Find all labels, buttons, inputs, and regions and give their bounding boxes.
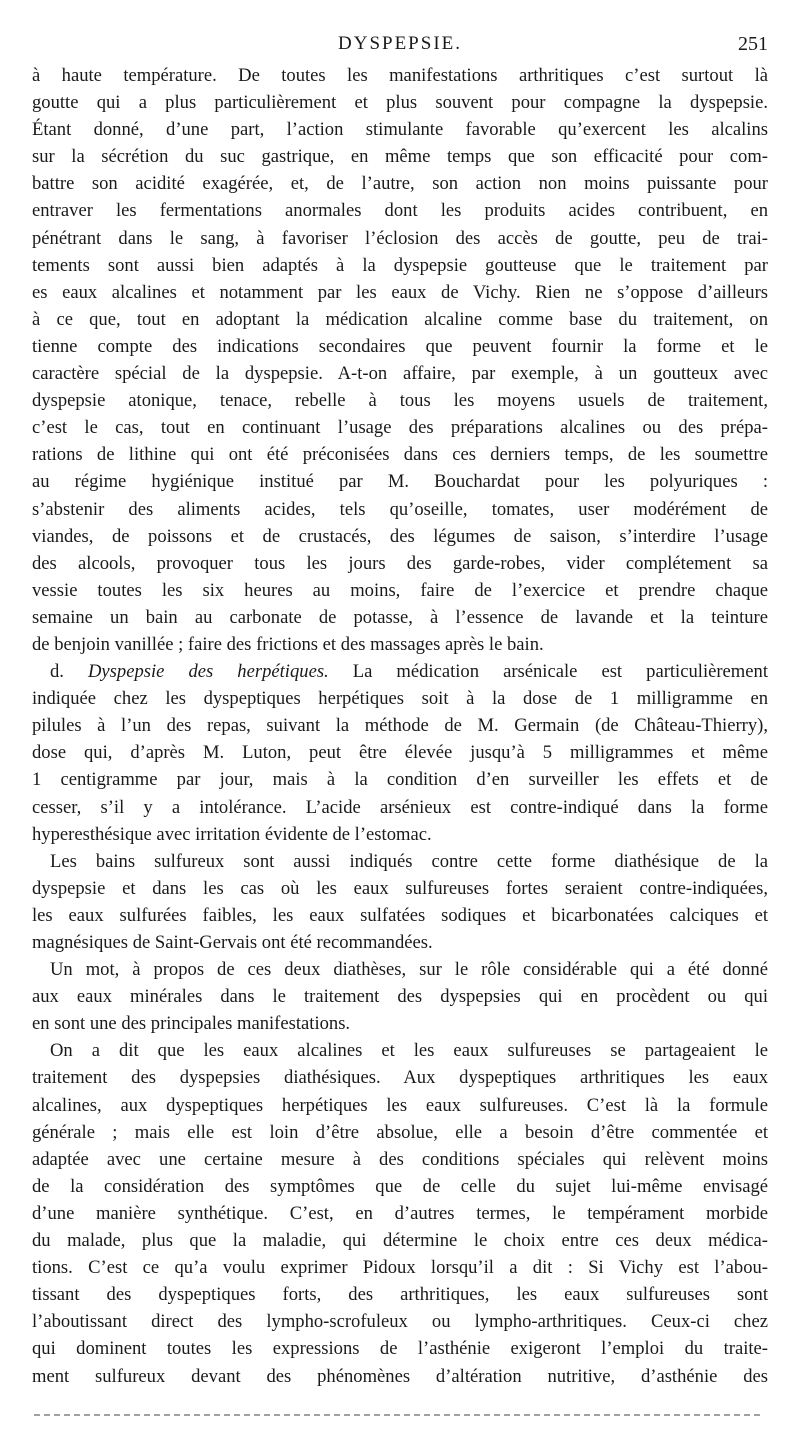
text-line [32, 631, 768, 658]
line-text: de la considération des symptômes que de celle du sujet lui-même envisagé [32, 1175, 768, 1197]
line-text: caractère spécial de la dyspepsie. A-t-on affaire, par exemple, à un goutteux avec [32, 363, 768, 385]
line-text: au régime hygiénique institué par M. Bouchardat pour les polyuriques : [32, 471, 768, 493]
text-line [32, 875, 768, 902]
line-text: pilules à l’un des repas, suivant la méthode de M. Germain (de Château-Thierry), [32, 715, 768, 737]
text-line [32, 1308, 768, 1335]
line-text: indiquée chez les dyspeptiques herpétiques soit à la dose de 1 milligramme en [32, 688, 768, 710]
line-text: vessie toutes les six heures au moins, faire de l’exercice et prendre chaque [32, 579, 768, 601]
line-text: magnésiques de Saint-Gervais ont été recommandées. [32, 932, 433, 953]
text-line [32, 1363, 768, 1390]
line-text: tissant des dyspeptiques forts, des arthritiques, les eaux sulfureuses sont [32, 1284, 768, 1306]
line-text: c’est le cas, tout en continuant l’usage des préparations alcalines ou des prépa- [32, 417, 768, 439]
line-text: adaptée avec une certaine mesure à des conditions spéciales qui relèvent moins [32, 1148, 768, 1170]
line-text: alcalines, aux dyspeptiques herpétiques les eaux sulfureuses. C’est là la formule [32, 1094, 768, 1116]
line-text: s’abstenir des aliments acides, tels qu’oseille, tomates, user modérément de [32, 498, 768, 520]
line-text: goutte qui a plus particulièrement et plus souvent pour compagne la dyspepsie. [32, 92, 768, 114]
line-text: des alcools, provoquer tous les jours des garde-robes, vider complétement sa [32, 552, 768, 574]
line-text: On a dit que les eaux alcalines et les eaux sulfureuses se partageaient le [50, 1040, 768, 1062]
text-line [32, 1227, 768, 1254]
text-line [32, 848, 768, 875]
line-text: d’une manière synthétique. C’est, en d’autres termes, le tempérament morbide [32, 1202, 768, 1224]
text-line [32, 89, 768, 116]
line-text: La médication arsénicale est particulièrement [328, 661, 768, 683]
line-text: pénétrant dans le sang, à favoriser l’éclosion des accès de goutte, peu de trai- [32, 227, 768, 249]
line-text: battre son acidité exagérée, et, de l’autre, son action non moins puissante pour [32, 173, 768, 195]
text-line [32, 360, 768, 387]
line-text: dyspepsie atonique, tenace, rebelle à tous les moyens usuels de traitement, [32, 390, 768, 412]
text-line [32, 1173, 768, 1200]
line-text: tienne compte des indications secondaires que peuvent fournir la forme et le [32, 335, 768, 357]
footer-rule [34, 1414, 760, 1416]
line-text: à ce que, tout en adoptant la médication alcaline comme base du traitement, on [32, 308, 768, 330]
text-line [32, 685, 768, 712]
line-text: dyspepsie et dans les cas où les eaux sulfureuses fortes seraient contre-indiquées, [32, 877, 768, 899]
line-text: tions. C’est ce qu’a voulu exprimer Pidoux lorsqu’il a dit : Si Vichy est l’abou- [32, 1257, 768, 1279]
text-line [32, 1092, 768, 1119]
line-text: es eaux alcalines et notamment par les eaux de Vichy. Rien ne s’oppose d’ailleurs [32, 281, 768, 303]
text-line [32, 1281, 768, 1308]
line-text: tements sont aussi bien adaptés à la dyspepsie goutteuse que le traitement par [32, 254, 768, 276]
text-line [32, 1254, 768, 1281]
text-line [32, 1335, 768, 1362]
line-text: Un mot, à propos de ces deux diathèses, sur le rôle considérable qui a été donné [50, 959, 768, 981]
text-line [32, 1037, 768, 1064]
text-line [32, 496, 768, 523]
line-text: les eaux sulfurées faibles, les eaux sulfatées sodiques et bicarbonatées calciques et [32, 904, 768, 926]
text-line [32, 1119, 768, 1146]
text-line [32, 387, 768, 414]
text-line [32, 766, 768, 793]
line-text: cesser, s’il y a intolérance. L’acide arsénieux est contre-indiqué dans la forme [32, 796, 768, 818]
line-text: traitement des dyspepsies diathésiques. Aux dyspeptiques arthritiques les eaux [32, 1067, 768, 1089]
line-text: de benjoin vanillée ; faire des frictions et des massages après le bain. [32, 633, 544, 655]
running-head [32, 30, 768, 58]
text-line [32, 306, 768, 333]
line-text: rations de lithine qui ont été préconisées dans ces derniers temps, de les soumettre [32, 444, 768, 466]
line-text: ment sulfureux devant des phénomènes d’altération nutritive, d’asthénie des [32, 1365, 768, 1387]
page-number: 251 [738, 33, 768, 55]
line-text: qui dominent toutes les expressions de l’asthénie exigeront l’emploi du traite- [32, 1338, 768, 1360]
line-text: aux eaux minérales dans le traitement des dyspepsies qui en procèdent ou qui [32, 986, 768, 1008]
text-line [32, 170, 768, 197]
line-text: en sont une des principales manifestations. [32, 1013, 351, 1035]
text-line [32, 116, 768, 143]
body-text [32, 62, 768, 1390]
text-line [32, 739, 768, 766]
line-text: hyperesthésique avec irritation évidente de l’estomac. [32, 823, 432, 845]
section-heading: Dyspepsie des herpétiques. [88, 661, 329, 683]
line-text: 1 centigramme par jour, mais à la condition d’en surveiller les effets et de [32, 769, 768, 791]
text-line [32, 956, 768, 983]
text-line [32, 577, 768, 604]
text-line [32, 1064, 768, 1091]
text-line [32, 902, 768, 929]
text-line [32, 1010, 768, 1037]
line-text: sur la sécrétion du suc gastrique, en même temps que son efficacité pour com- [32, 146, 768, 168]
text-line [32, 279, 768, 306]
line-text: semaine un bain au carbonate de potasse, à l’essence de lavande et la teinture [32, 606, 768, 628]
text-line [32, 62, 768, 89]
line-text: entraver les fermentations anormales dont les produits acides contribuent, en [32, 200, 768, 222]
text-line [32, 1200, 768, 1227]
line-text: à haute température. De toutes les manifestations arthritiques c’est surtout là [32, 65, 768, 86]
line-text: dose qui, d’après M. Luton, peut être élevée jusqu’à 5 milligrammes et même [32, 742, 768, 764]
line-text: viandes, de poissons et de crustacés, des légumes de saison, s’interdire l’usage [32, 525, 768, 547]
text-line [32, 550, 768, 577]
line-text: Étant donné, d’une part, l’action stimulante favorable qu’exercent les alcalins [32, 119, 768, 141]
text-line [32, 604, 768, 631]
text-line [32, 143, 768, 170]
text-line [32, 983, 768, 1010]
text-line [32, 225, 768, 252]
text-line [32, 441, 768, 468]
line-text: générale ; mais elle est loin d’être absolue, elle a besoin d’être commentée et [32, 1121, 768, 1143]
running-title: DYSPEPSIE. [338, 33, 462, 54]
text-line [32, 333, 768, 360]
text-line [32, 523, 768, 550]
text-line [32, 821, 768, 848]
line-text: du malade, plus que la maladie, qui détermine le choix entre ces deux médica- [32, 1230, 768, 1252]
line-text: Les bains sulfureux sont aussi indiqués contre cette forme diathésique de la [50, 850, 768, 872]
text-line [32, 658, 768, 685]
text-line [32, 794, 768, 821]
text-line [32, 252, 768, 279]
text-line [32, 414, 768, 441]
text-line [32, 712, 768, 739]
text-line [32, 929, 768, 956]
paragraph-marker: d. [50, 661, 88, 683]
text-line [32, 468, 768, 495]
text-line [32, 1146, 768, 1173]
line-text: l’aboutissant direct des lympho-scrofuleux ou lympho-arthritiques. Ceux-ci chez [32, 1311, 768, 1333]
text-line [32, 197, 768, 224]
